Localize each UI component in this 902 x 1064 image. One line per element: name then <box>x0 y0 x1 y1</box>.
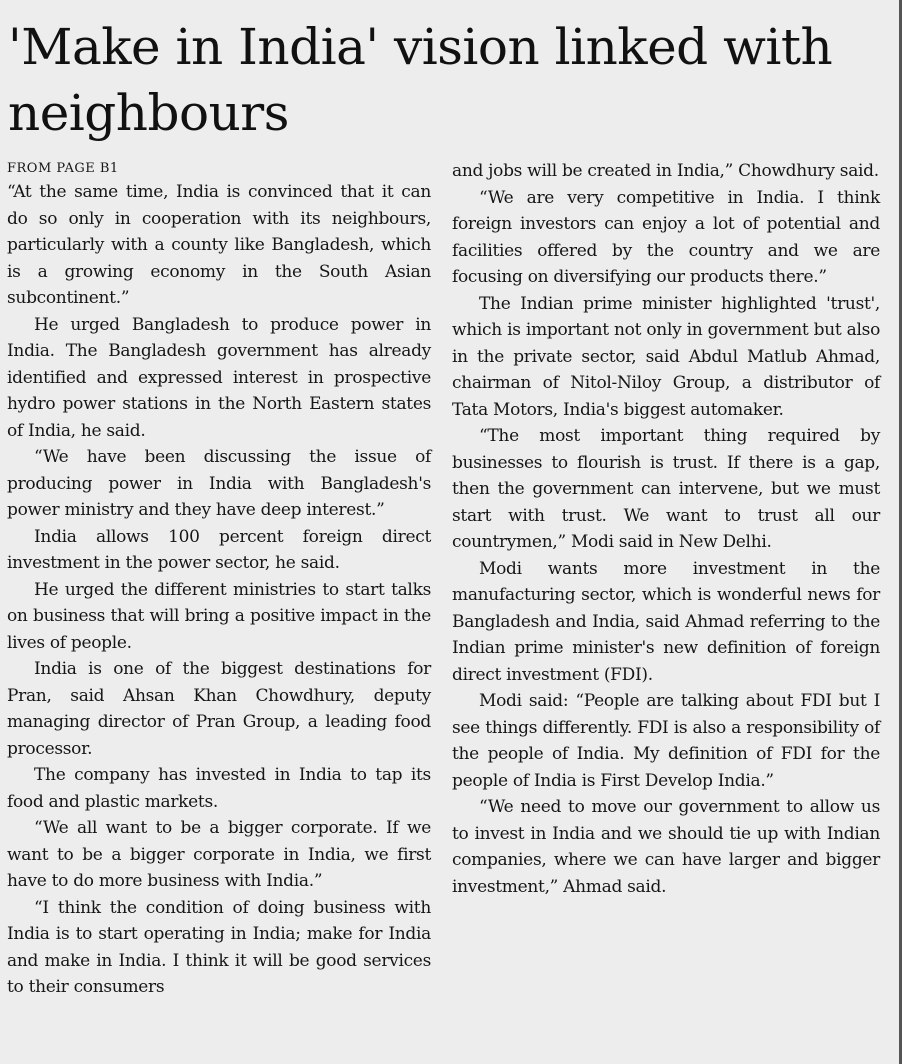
paragraph: India is one of the biggest destinations for Pran, said Ahsan Khan Chowdhury, deputy managing director of Pran Group, a leading food processor. <box>7 659 431 759</box>
paragraph: “I think the condition of doing business with India is to start operating in India; make for India and make in India. I think it will be good services to their consumers <box>7 897 431 997</box>
paragraph: “At the same time, India is convinced that it can do so only in cooperation with its neighbours, particularly with a county like Bangladesh, which is a growing economy in the South Asian subcontinent.” <box>7 182 431 308</box>
paragraph: “The most important thing required by businesses to flourish is trust. If there is a gap, then the government can intervene, but we must start with trust. We want to trust all our countrymen,” Modi said in New Delhi. <box>452 426 880 552</box>
paragraph: Modi said: “People are talking about FDI but I see things differently. FDI is also a responsibility of the people of India. My definition of FDI for the people of India is First Develop India.” <box>452 691 880 791</box>
headline: 'Make in India' vision linked with neighbours <box>8 18 833 142</box>
paragraph: and jobs will be created in India,” Chowdhury said. <box>452 161 879 181</box>
article-column-left <box>7 160 431 1001</box>
paragraph: The Indian prime minister highlighted 'trust', which is important not only in government but also in the private sector, said Abdul Matlub Ahmad, chairman of Nitol-Niloy Group, a distributor of Tata Motors, India's biggest automaker. <box>452 293 880 420</box>
paragraph: “We need to move our government to allow us to invest in India and we should tie up with Indian companies, where we can have larger and bigger investment,” Ahmad said. <box>452 797 880 897</box>
paragraph: “We are very competitive in India. I think foreign investors can enjoy a lot of potential and facilities offered by the country and we are focusing on diversifying our products there.” <box>452 187 880 287</box>
paragraph: The company has invested in India to tap its food and plastic markets. <box>7 765 431 812</box>
paragraph: He urged the different ministries to start talks on business that will bring a positive impact in the lives of people. <box>7 579 431 653</box>
paragraph: “We have been discussing the issue of producing power in India with Bangladesh's power ministry and they have deep interest.” <box>7 447 431 520</box>
paragraph: “We all want to be a bigger corporate. If we want to be a bigger corporate in India, we first have to do more business with India.” <box>7 818 431 891</box>
jump-line: FROM PAGE B1 <box>7 161 119 176</box>
paragraph: Modi wants more investment in the manufacturing sector, which is wonderful news for Bangladesh and India, said Ahmad referring to the Indian prime minister's new definition of foreign direct investment (FDI). <box>452 558 880 685</box>
article-column-right <box>452 158 880 900</box>
paragraph: He urged Bangladesh to produce power in India. The Bangladesh government has already identified and expressed interest in prospective hydro power stations in the North Eastern states of India, he said. <box>7 314 431 441</box>
paragraph: India allows 100 percent foreign direct investment in the power sector, he said. <box>7 526 431 573</box>
